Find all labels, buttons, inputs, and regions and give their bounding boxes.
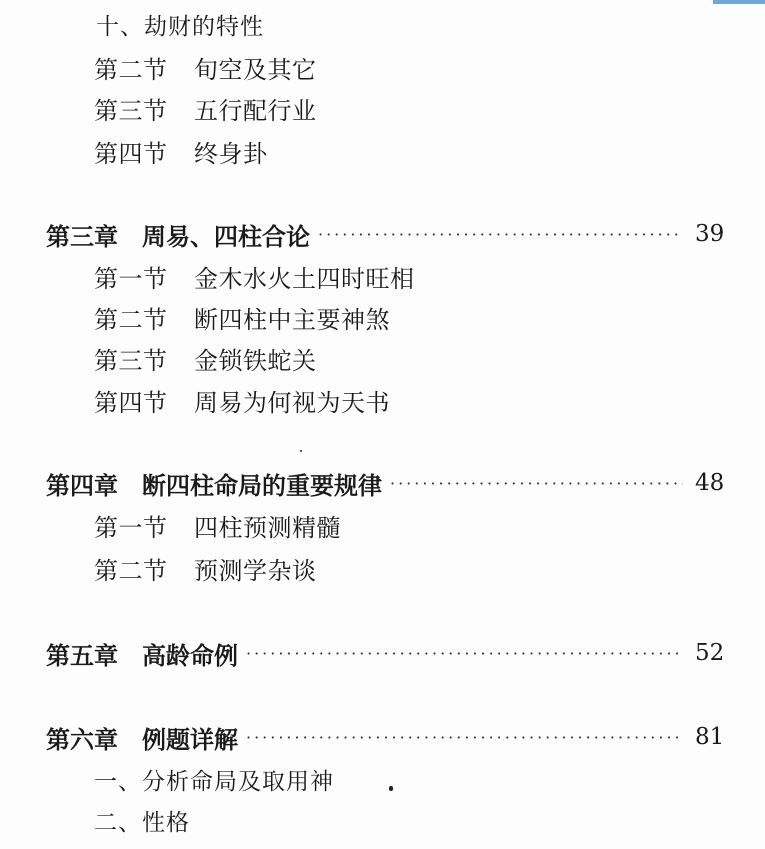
page-number: 48 <box>695 470 725 496</box>
page-number: 39 <box>695 221 725 247</box>
toc-chapter <box>0 463 765 503</box>
scan-speck <box>300 450 302 452</box>
dot-leader <box>318 225 683 244</box>
chapter-title: 高龄命例 <box>142 640 238 670</box>
section-number: 第一节 <box>94 513 168 542</box>
toc-section <box>0 548 765 588</box>
toc-chapter <box>0 717 765 757</box>
section-title: 终身卦 <box>194 139 268 168</box>
toc-chapter <box>0 633 765 673</box>
section-number: 第二节 <box>94 556 168 585</box>
section-number: 第二节 <box>94 305 168 334</box>
toc-item <box>0 4 765 44</box>
toc-section <box>0 380 765 420</box>
chapter-title: 周易、四柱合论 <box>142 221 310 251</box>
section-title: 预测学杂谈 <box>194 556 317 585</box>
item-label: 二、性格 <box>94 809 190 836</box>
chapter-title: 例题详解 <box>142 724 238 754</box>
chapter-number: 第六章 <box>46 724 118 754</box>
scan-speck <box>389 786 393 791</box>
toc-section <box>0 88 765 128</box>
toc-section <box>0 47 765 87</box>
chapter-number: 第三章 <box>46 221 118 251</box>
section-number: 第三节 <box>94 96 168 125</box>
toc-section <box>0 256 765 296</box>
section-number: 第一节 <box>94 264 168 293</box>
dot-leader <box>390 474 683 493</box>
item-label: 十、劫财的特性 <box>96 13 264 40</box>
section-number: 第二节 <box>94 55 168 84</box>
dot-leader <box>246 728 683 747</box>
section-title: 金木水火土四时旺相 <box>194 264 415 293</box>
toc-section <box>0 505 765 545</box>
section-number: 第四节 <box>94 139 168 168</box>
section-number: 第三节 <box>94 346 168 375</box>
section-title: 周易为何视为天书 <box>194 388 390 417</box>
section-title: 金锁铁蛇关 <box>194 346 317 375</box>
item-label: 一、分析命局及取用神 <box>94 768 334 795</box>
toc-item <box>0 759 765 799</box>
section-title: 五行配行业 <box>194 96 317 125</box>
page-number: 81 <box>695 724 725 750</box>
chapter-number: 第五章 <box>46 640 118 670</box>
toc-section <box>0 131 765 171</box>
section-title: 四柱预测精髓 <box>194 513 341 542</box>
chapter-title: 断四柱命局的重要规律 <box>142 470 382 500</box>
dot-leader <box>246 644 683 663</box>
section-number: 第四节 <box>94 388 168 417</box>
toc-section <box>0 338 765 378</box>
chapter-number: 第四章 <box>46 470 118 500</box>
toc-section <box>0 297 765 337</box>
toc-item <box>0 800 765 840</box>
section-title: 断四柱中主要神煞 <box>194 305 390 334</box>
toc-chapter <box>0 214 765 254</box>
section-title: 旬空及其它 <box>194 55 317 84</box>
page-number: 52 <box>695 640 725 666</box>
